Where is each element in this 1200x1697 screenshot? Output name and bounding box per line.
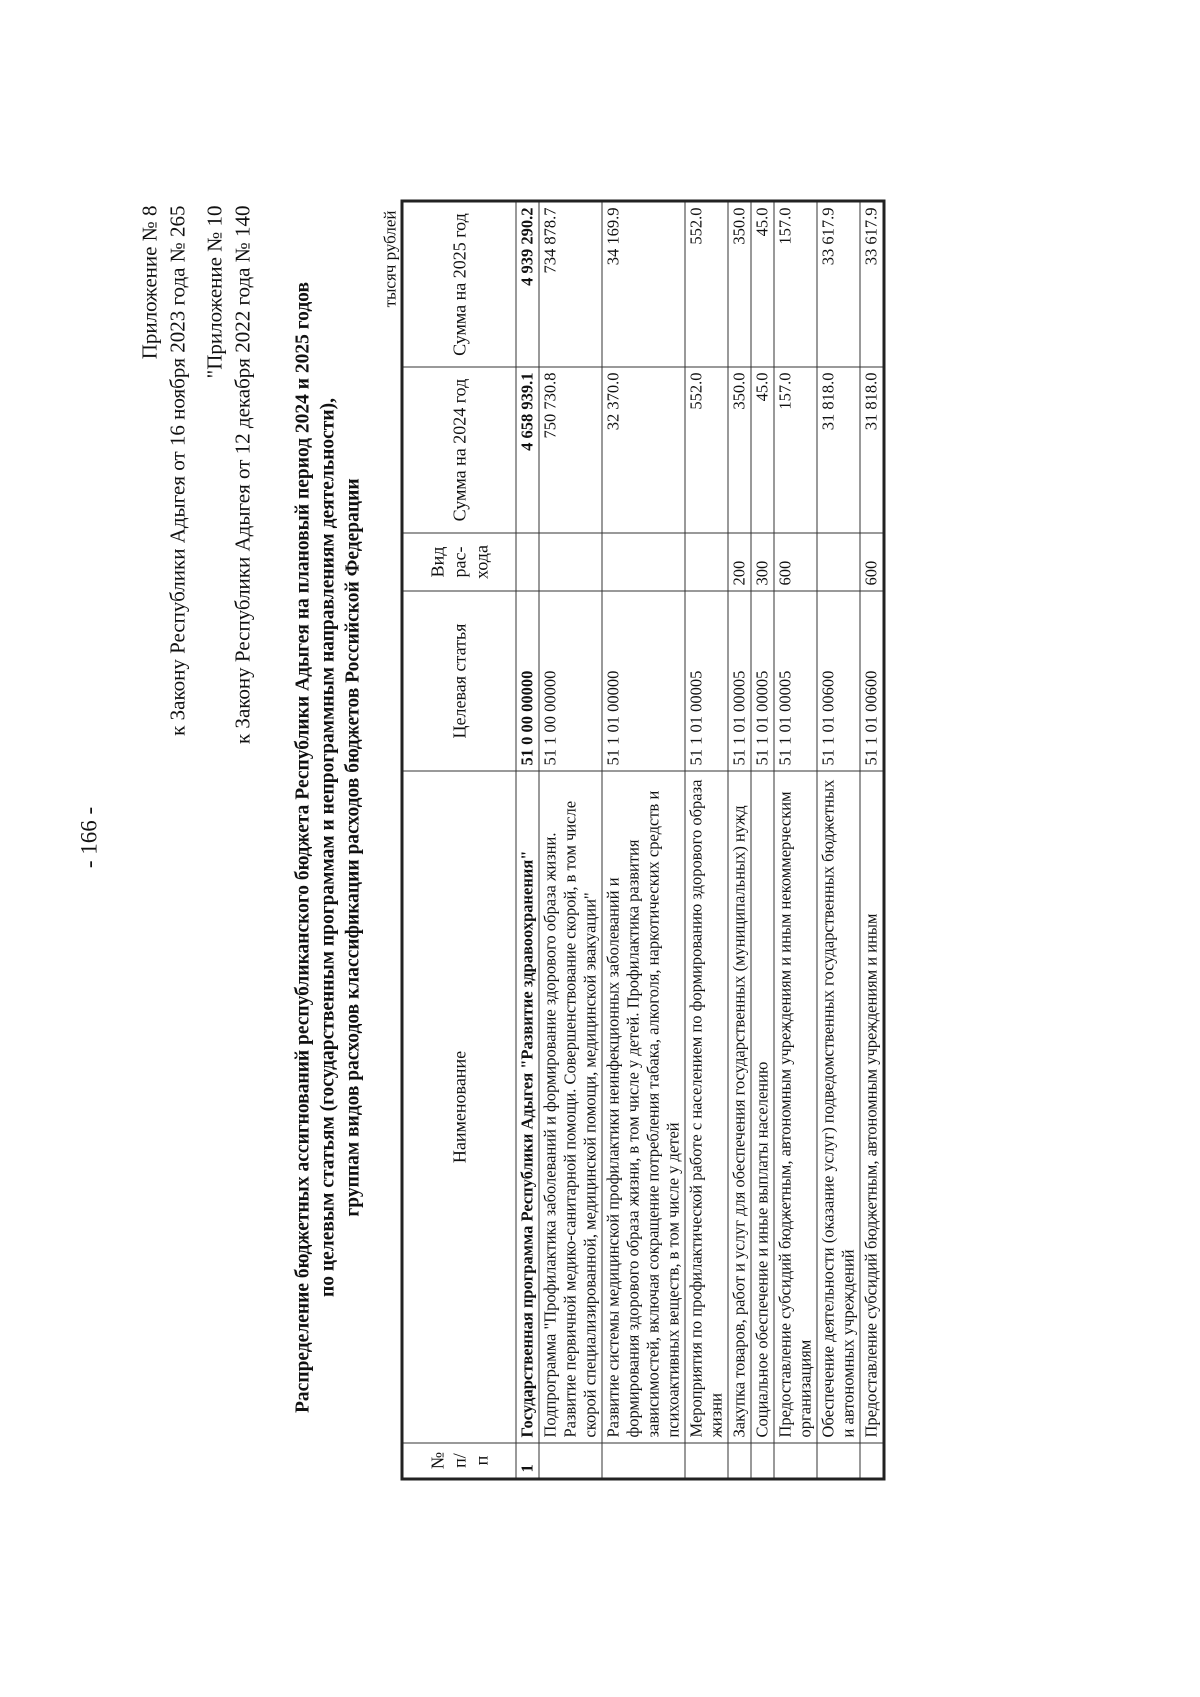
table-row [728, 201, 751, 1479]
header-name: Наименование [402, 771, 516, 1443]
cell-name: Предоставление субсидий бюджетным, автономным учреждениям и иным [860, 771, 884, 1443]
cell-sum-2024: 31 818.0 [860, 367, 884, 533]
cell-sum-2025: 552.0 [685, 201, 728, 367]
cell-name: Развитие системы медицинской профилактики неинфекционных заболеваний и формирования здорового образа жизни, в том числе у детей. Профилактика развития зависимостей, включая сокращение потребления табака, алкоголя, наркотических средств и психоактивных веществ, в том числе у детей [602, 771, 685, 1443]
title-line-2: по целевым статьям (государственным программам и непрограммным направлениям деятельности), [317, 397, 338, 1297]
header-num: № п/п [402, 1443, 516, 1479]
cell-kind [602, 533, 685, 591]
appendix-current-law: к Закону Республики Адыгея от 16 ноября 2023 года № 265 [165, 205, 189, 736]
cell-target: 51 1 01 00005 [751, 591, 774, 771]
appendix-original-law: к Закону Республики Адыгея от 12 декабря 2022 года № 140 [230, 205, 254, 744]
cell-sum-2024: 552.0 [685, 367, 728, 533]
cell-target: 51 1 01 00600 [860, 591, 884, 771]
cell-sum-2025: 34 169.9 [602, 201, 685, 367]
cell-num [751, 1443, 774, 1479]
header-sum-2025: Сумма на 2025 год [402, 201, 516, 367]
cell-target: 51 1 01 00005 [728, 591, 751, 771]
cell-sum-2024: 32 370.0 [602, 367, 685, 533]
cell-name: Государственная программа Республики Адыгея "Развитие здравоохранения" [516, 771, 539, 1443]
cell-num [774, 1443, 817, 1479]
cell-target: 51 1 01 00000 [602, 591, 685, 771]
table-row [751, 201, 774, 1479]
table-row [602, 201, 685, 1479]
header-kind: Вид рас- хода [402, 533, 516, 591]
title-line-1: Распределение бюджетных ассигнований республиканского бюджета Республики Адыгея на плановый период 2024 и 2025 годов [292, 281, 313, 1413]
cell-target: 51 1 01 00600 [817, 591, 860, 771]
table-row [817, 201, 860, 1479]
cell-sum-2025: 45.0 [751, 201, 774, 367]
table-header-row [402, 201, 516, 1479]
appendix-original-title: "Приложение № 10 [202, 205, 226, 378]
header-sum-2024: Сумма на 2024 год [402, 367, 516, 533]
cell-sum-2025: 350.0 [728, 201, 751, 367]
appendix-original [200, 205, 256, 744]
cell-num [860, 1443, 884, 1479]
cell-num [728, 1443, 751, 1479]
cell-kind [685, 533, 728, 591]
cell-name: Социальное обеспечение и иные выплаты населению [751, 771, 774, 1443]
title-line-3: группам видов расходов классификации расходов бюджетов Российской Федерации [342, 477, 363, 1217]
table-row [539, 201, 602, 1479]
cell-name: Закупка товаров, работ и услуг для обеспечения государственных (муниципальных) нужд [728, 771, 751, 1443]
table-row [774, 201, 817, 1479]
cell-num: 1 [516, 1443, 539, 1479]
cell-kind: 600 [860, 533, 884, 591]
table-row [516, 201, 539, 1479]
table-row [860, 201, 884, 1479]
page-number: - 166 - [76, 806, 101, 868]
cell-num [602, 1443, 685, 1479]
cell-sum-2025: 33 617.9 [860, 201, 884, 367]
cell-sum-2024: 31 818.0 [817, 367, 860, 533]
cell-sum-2025: 33 617.9 [817, 201, 860, 367]
cell-name: Подпрограмма "Профилактика заболеваний и формирование здорового образа жизни. Развитие первичной медико-санитарной помощи. Совершенствование скорой, в том числе скорой специализированной, медицинской помощи, медицинской эвакуации" [539, 771, 602, 1443]
cell-target: 51 1 00 00000 [539, 591, 602, 771]
cell-kind [516, 533, 539, 591]
cell-sum-2024: 157.0 [774, 367, 817, 533]
cell-name: Обеспечение деятельности (оказание услуг) подведомственных государственных бюджетных и автономных учреждений [817, 771, 860, 1443]
cell-kind: 200 [728, 533, 751, 591]
document-title [290, 222, 365, 1472]
cell-target: 51 0 00 00000 [516, 591, 539, 771]
cell-kind: 600 [774, 533, 817, 591]
cell-name: Предоставление субсидий бюджетным, автономным учреждениям и иным некоммерческим организациям [774, 771, 817, 1443]
appendix-current-title: Приложение № 8 [137, 205, 161, 359]
cell-kind [817, 533, 860, 591]
units-label: тысяч рублей [380, 210, 399, 307]
cell-sum-2024: 350.0 [728, 367, 751, 533]
cell-sum-2025: 734 878.7 [539, 201, 602, 367]
cell-sum-2025: 157.0 [774, 201, 817, 367]
cell-sum-2024: 45.0 [751, 367, 774, 533]
cell-num [817, 1443, 860, 1479]
budget-table [400, 199, 885, 1480]
cell-kind [539, 533, 602, 591]
cell-name: Мероприятия по профилактической работе с населением по формированию здорового образа жизни [685, 771, 728, 1443]
cell-sum-2024: 750 730.8 [539, 367, 602, 533]
cell-num [685, 1443, 728, 1479]
cell-target: 51 1 01 00005 [685, 591, 728, 771]
cell-target: 51 1 01 00005 [774, 591, 817, 771]
appendix-current [135, 205, 191, 735]
cell-num [539, 1443, 602, 1479]
table-row [685, 201, 728, 1479]
header-target: Целевая статья [402, 591, 516, 771]
cell-sum-2025: 4 939 290.2 [516, 201, 539, 367]
cell-kind: 300 [751, 533, 774, 591]
cell-sum-2024: 4 658 939.1 [516, 367, 539, 533]
